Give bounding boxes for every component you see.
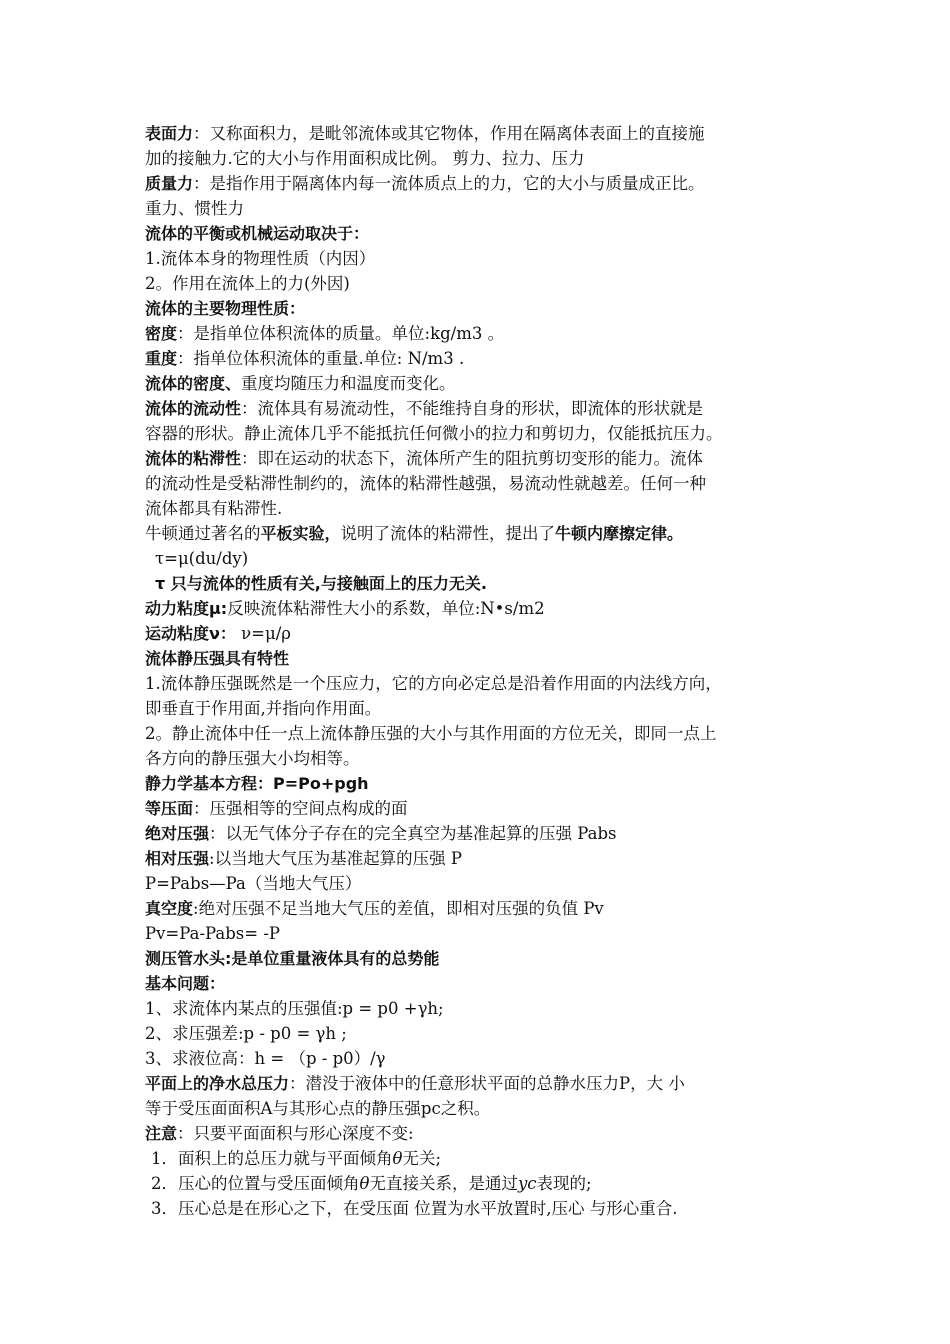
text-line — [145, 246, 825, 271]
bold-term: 测压管水头:是单位重量液体具有的总势能 — [145, 949, 440, 968]
text-line — [145, 121, 825, 146]
bold-term: 流体的流动性 — [145, 399, 242, 418]
text-line — [145, 971, 825, 996]
line-text: θ — [392, 1149, 403, 1168]
line-text: ν=μ/ρ — [235, 624, 291, 643]
text-line — [145, 1121, 825, 1146]
line-text: 2。静止流体中任一点上流体静压强的大小与其作用面的方位无关，即同一点上 — [145, 724, 717, 743]
bold-term: 运动粘度ν： — [145, 624, 236, 643]
text-line — [145, 1021, 825, 1046]
bold-term: 流体的粘滞性 — [145, 449, 242, 468]
line-text: ：流体具有易流动性，不能维持自身的形状，即流体的形状就是 — [241, 399, 704, 418]
text-line — [145, 171, 825, 196]
text-line — [145, 221, 825, 246]
bold-term: 流体的平衡或机械运动取决于： — [145, 224, 370, 243]
text-line — [145, 946, 825, 971]
line-text: 1、求流体内某点的压强值:p = p0 +γh; — [145, 999, 444, 1018]
line-text: 1．面积上的总压力就与平面倾角 — [151, 1149, 393, 1168]
text-line — [145, 996, 825, 1021]
text-line — [145, 321, 825, 346]
text-line — [145, 446, 825, 471]
text-line — [145, 1146, 825, 1171]
line-text: ：即在运动的状态下，流体所产生的阻抗剪切变形的能力。流体 — [241, 449, 704, 468]
text-line — [145, 1171, 825, 1196]
bold-term: 动力粘度μ: — [145, 599, 228, 618]
line-text: 3．压心总是在形心之下，在受压面 位置为水平放置时,压心 与形心重合. — [151, 1199, 678, 1218]
line-text: 重度均随压力和温度而变化。 — [241, 374, 456, 393]
line-text: 无直接关系，是通过 — [369, 1174, 518, 1193]
text-line — [145, 596, 825, 621]
text-line — [145, 146, 825, 171]
text-line — [145, 521, 825, 546]
line-text: :绝对压强不足当地大气压的差值，即相对压强的负值 Pv — [193, 899, 604, 918]
text-line — [145, 546, 825, 571]
text-line — [145, 496, 825, 521]
text-line — [145, 721, 825, 746]
bold-term: 静力学基本方程：P=Po+pgh — [145, 774, 369, 793]
line-text: ：以无气体分子存在的完全真空为基准起算的压强 Pabs — [209, 824, 617, 843]
line-text: 重力、惯性力 — [145, 199, 244, 218]
text-line — [145, 821, 825, 846]
line-text: τ=μ(du/dy) — [155, 549, 249, 568]
bold-term: 密度 — [145, 324, 178, 343]
text-line — [145, 871, 825, 896]
line-text: 反映流体粘滞性大小的系数，单位:N•s/m2 — [227, 599, 545, 618]
bold-term: 重度 — [145, 349, 178, 368]
line-text: P=Pabs—Pa（当地大气压） — [145, 874, 362, 893]
text-line — [145, 271, 825, 296]
bold-term: 基本问题： — [145, 974, 226, 993]
line-text: 流体都具有粘滞性. — [145, 499, 283, 518]
line-text: 2．压心的位置与受压面倾角 — [151, 1174, 360, 1193]
line-text: 的流动性是受粘滞性制约的，流体的粘滞性越强，易流动性就越差。任何一种 — [145, 474, 706, 493]
line-text: ：是指单位体积流体的质量。单位:kg/m3 。 — [177, 324, 505, 343]
bold-term: 流体静压强具有特性 — [145, 649, 290, 668]
text-line — [145, 196, 825, 221]
bold-term: 平面上的净水总压力 — [145, 1074, 290, 1093]
document-body — [145, 121, 825, 1221]
line-text: 表现的; — [536, 1174, 592, 1193]
bold-term: 真空度 — [145, 899, 194, 918]
text-line — [145, 1046, 825, 1071]
line-text: 牛顿通过著名的 — [145, 524, 261, 543]
line-text: ：是指作用于隔离体内每一流体质点上的力，它的大小与质量成正比。 — [193, 174, 705, 193]
line-text: 无关; — [402, 1149, 441, 1168]
text-line — [145, 421, 825, 446]
line-text: 2、求压强差:p - p0 = γh ; — [145, 1024, 347, 1043]
text-line — [145, 371, 825, 396]
line-text: 容器的形状。静止流体几乎不能抵抗任何微小的拉力和剪切力，仅能抵抗压力。 — [145, 424, 723, 443]
bold-term: τ 只与流体的性质有关,与接触面上的压力无关. — [155, 574, 487, 593]
bold-term: 质量力 — [145, 174, 194, 193]
text-line — [145, 346, 825, 371]
line-text: 加的接触力.它的大小与作用面积成比例。 剪力、拉力、压力 — [145, 149, 585, 168]
bold-term: 表面力 — [145, 124, 194, 143]
text-line — [145, 396, 825, 421]
text-line — [145, 621, 825, 646]
text-line — [145, 296, 825, 321]
line-text: yc — [517, 1174, 537, 1193]
line-text: ：指单位体积流体的重量.单位: N/m3 . — [177, 349, 465, 368]
line-text: 1.流体本身的物理性质（内因） — [145, 249, 376, 268]
bold-term: 注意 — [145, 1124, 178, 1143]
line-text: ：压强相等的空间点构成的面 — [193, 799, 408, 818]
line-text: 2。作用在流体上的力(外因) — [145, 274, 350, 293]
text-line — [145, 771, 825, 796]
line-text: ：只要平面面积与形心深度不变: — [177, 1124, 414, 1143]
bold-term: 平板实验， — [260, 524, 341, 543]
line-text: 即垂直于作用面,并指向作用面。 — [145, 699, 382, 718]
line-text: Pv=Pa-Pabs= -P — [145, 924, 280, 943]
text-line — [145, 921, 825, 946]
line-text: 说明了流体的粘滞性，提出了 — [340, 524, 556, 543]
line-text: ：又称面积力，是毗邻流体或其它物体，作用在隔离体表面上的直接施 — [193, 124, 705, 143]
text-line — [145, 696, 825, 721]
text-line — [145, 646, 825, 671]
line-text: :以当地大气压为基准起算的压强 P — [209, 849, 462, 868]
text-line — [145, 1096, 825, 1121]
text-line — [145, 571, 825, 596]
line-text: 等于受压面面积A与其形心点的静压强pc之积。 — [145, 1099, 491, 1118]
text-line — [145, 896, 825, 921]
line-text: 3、求液位高：h = （p - p0）/γ — [145, 1049, 386, 1068]
line-text: 各方向的静压强大小均相等。 — [145, 749, 360, 768]
bold-term: 牛顿内摩擦定律。 — [555, 524, 684, 543]
text-line — [145, 796, 825, 821]
text-line — [145, 471, 825, 496]
text-line — [145, 1196, 825, 1221]
text-line — [145, 1071, 825, 1096]
text-line — [145, 671, 825, 696]
bold-term: 等压面 — [145, 799, 194, 818]
line-text: θ — [359, 1174, 370, 1193]
line-text: ：潜没于液体中的任意形状平面的总静水压力P，大 小 — [289, 1074, 685, 1093]
text-line — [145, 846, 825, 871]
text-line — [145, 746, 825, 771]
bold-term: 绝对压强 — [145, 824, 210, 843]
bold-term: 流体的主要物理性质： — [145, 299, 306, 318]
bold-term: 流体的密度、 — [145, 374, 242, 393]
line-text: 1.流体静压强既然是一个压应力，它的方向必定总是沿着作用面的内法线方向， — [145, 674, 722, 693]
bold-term: 相对压强 — [145, 849, 210, 868]
